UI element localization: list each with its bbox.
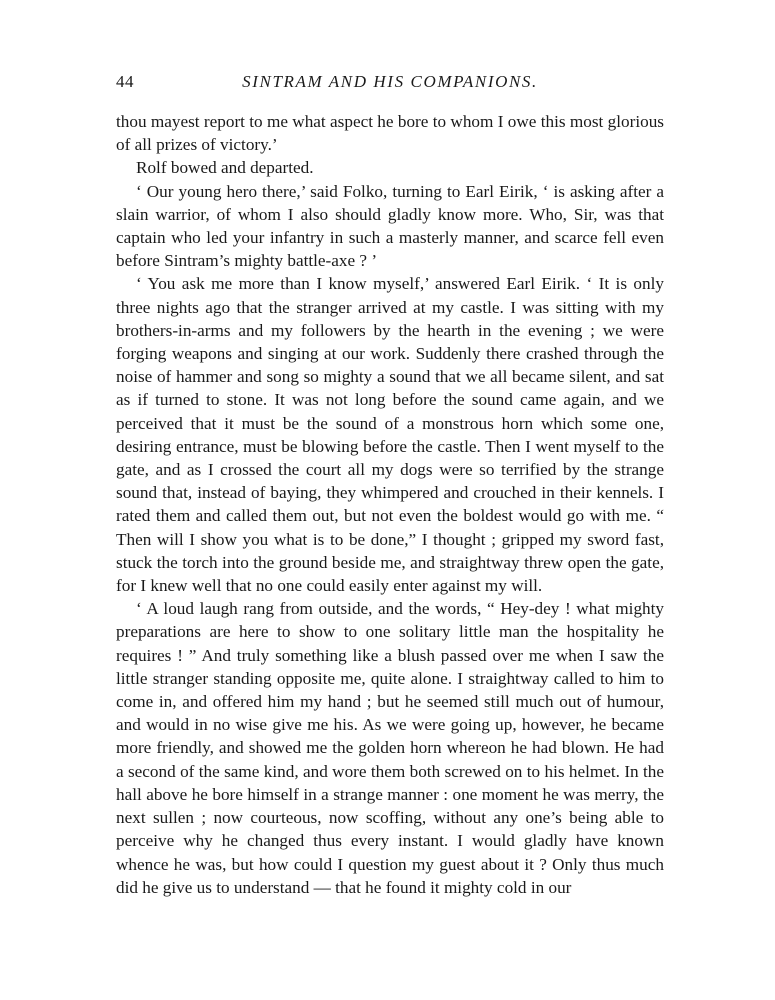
paragraph: ‘ A loud laugh rang from outside, and the words, “ Hey-dey ! what mighty preparations are here to show to one solitary little man the hospitality he requires ! ” And truly something like a blush passed over me when I saw the little stranger standing opposite me, quite alone. I straightway called to him to come in, and offered him my hand ; but he seemed still much out of humour, and would in no wise give me his. As we were going up, however, he became more friendly, and showed me the golden horn whereon he had blown. He had a second of the same kind, and wore them both screwed on to his helmet. In the hall above he bore himself in a strange manner : one moment he was merry, the next sullen ; now courteous, now scoffing, without any one’s being able to perceive why he changed thus every instant. I would gladly have known whence he was, but how could I question my guest about it ? Only thus much did he give us to understand — that he found it mighty cold in our xyxy=(116,599,664,897)
paragraph: ‘ Our young hero there,’ said Folko, turning to Earl Eirik, ‘ is asking after a slain warrior, of whom I also should gladly know more. Who, Sir, was that captain who led your infantry in such a masterly manner, and scarce fell even before Sintram’s mighty battle-axe ? ’ xyxy=(116,181,664,271)
paragraph: ‘ You ask me more than I know myself,’ answered Earl Eirik. ‘ It is only three nights ago that the stranger arrived at my castle. I was sitting with my brothers-in-arms and my followers by the hearth in the evening ; we were forging weapons and singing at our work. Suddenly there crashed through the noise of hammer and song so mighty a sound that we all became silent, and sat as if turned to stone. It was not long before the sound came again, and we perceived that it must be the sound of a monstrous horn which some one, desiring entrance, must be blowing before the castle. Then I went myself to the gate, and as I crossed the court all my dogs were so terrified by the strange sound that, instead of baying, they whimpered and crouched in their kennels. I rated them and called them out, but not even the boldest would go with me. “ Then will I show you what is to be done,” I thought ; gripped my sword fast, stuck the torch into the ground beside me, and straightway threw open the gate, for I knew well that no one could easily enter against my will. xyxy=(116,274,664,596)
body-text xyxy=(116,110,664,899)
running-title: SINTRAM AND HIS COMPANIONS. xyxy=(242,72,538,91)
page-header xyxy=(116,72,664,100)
page-number: 44 xyxy=(116,72,134,91)
paragraph: Rolf bowed and departed. xyxy=(136,158,314,178)
paragraph: thou mayest report to me what aspect he bore to whom I owe this most glorious of all prizes of victory.’ xyxy=(116,112,664,155)
